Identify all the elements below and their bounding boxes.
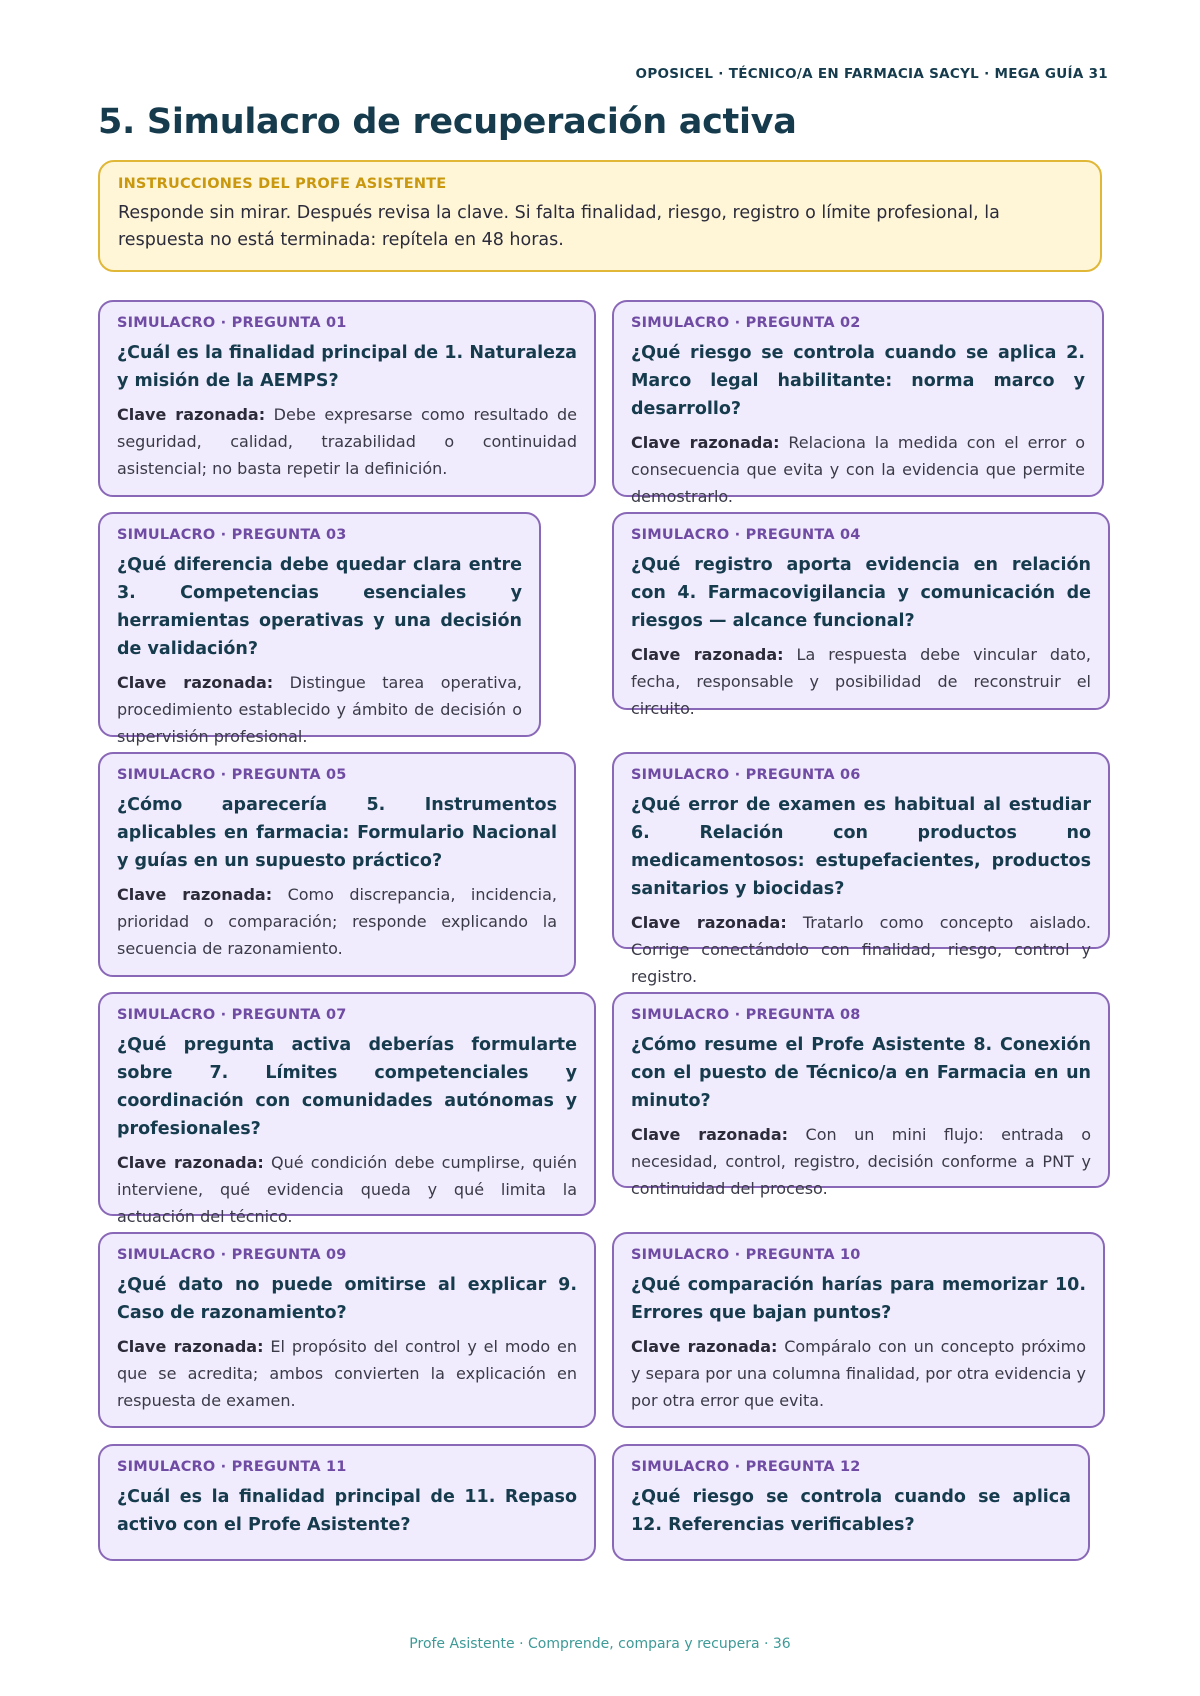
answer-body: Distingue tarea operativa, procedimiento establecido y ámbito de decisión o supervisión profesional. bbox=[117, 673, 522, 746]
question-card-02 bbox=[612, 300, 1104, 506]
answer-text bbox=[117, 401, 577, 482]
question-text: ¿Qué comparación harías para memorizar 10. Errores que bajan puntos? bbox=[631, 1275, 1086, 1323]
answer-key-label: Clave razonada: bbox=[117, 405, 266, 424]
answer-body: Qué condición debe cumplirse, quién interviene, qué evidencia queda y qué limita la actuación del técnico. bbox=[117, 1153, 578, 1226]
question-label: SIMULACRO · PREGUNTA 11 bbox=[117, 1459, 347, 1475]
answer-body: Debe expresarse como resultado de seguridad, calidad, trazabilidad o continuidad asistencial; no basta repetir la definición. bbox=[117, 405, 578, 478]
answer-body: La respuesta debe vincular dato, fecha, responsable y posibilidad de reconstruir el circuito. bbox=[631, 645, 1091, 718]
answer-body: El propósito del control y el modo en que se acredita; ambos convierten la explicación en respuesta de examen. bbox=[117, 1337, 578, 1410]
question-card-10 bbox=[612, 1232, 1105, 1428]
question-card-03 bbox=[98, 512, 541, 746]
answer-key-label: Clave razonada: bbox=[631, 1125, 789, 1144]
question-text: ¿Qué riesgo se controla cuando se aplica 2. Marco legal habilitante: norma marco y desarrollo? bbox=[631, 343, 1085, 419]
instructions-text: Responde sin mirar. Después revisa la clave. Si falta finalidad, riesgo, registro o límite profesional, la respuesta no está terminada: repítela en 48 horas. bbox=[118, 203, 1000, 250]
question-label: SIMULACRO · PREGUNTA 02 bbox=[631, 315, 861, 331]
answer-key-label: Clave razonada: bbox=[117, 1153, 264, 1172]
answer-text bbox=[631, 909, 1091, 990]
answer-text bbox=[631, 429, 1085, 510]
answer-key-label: Clave razonada: bbox=[631, 1337, 778, 1356]
answer-text bbox=[117, 881, 557, 962]
question-text: ¿Qué error de examen es habitual al estudiar 6. Relación con productos no medicamentosos: estupefacientes, productos sanitarios y biocidas? bbox=[631, 795, 1091, 899]
answer-body: Relaciona la medida con el error o consecuencia que evita y con la evidencia que permite demostrarlo. bbox=[631, 433, 1085, 506]
answer-body: Como discrepancia, incidencia, prioridad o comparación; responde explicando la secuencia de razonamiento. bbox=[117, 885, 557, 958]
answer-text bbox=[117, 1149, 577, 1230]
answer-body: Con un mini flujo: entrada o necesidad, control, registro, decisión conforme a PNT y continuidad del proceso. bbox=[631, 1125, 1092, 1198]
answer-key-label: Clave razonada: bbox=[117, 673, 274, 692]
answer-body: Compáralo con un concepto próximo y separa por una columna finalidad, por otra evidencia y por otra error que evita. bbox=[631, 1337, 1086, 1410]
question-label: SIMULACRO · PREGUNTA 09 bbox=[117, 1247, 347, 1263]
question-card-09 bbox=[98, 1232, 596, 1428]
question-text: ¿Cómo resume el Profe Asistente 8. Conexión con el puesto de Técnico/a en Farmacia en un minuto? bbox=[631, 1035, 1091, 1111]
question-label: SIMULACRO · PREGUNTA 08 bbox=[631, 1007, 861, 1023]
answer-text bbox=[631, 1333, 1086, 1414]
question-text: ¿Qué registro aporta evidencia en relación con 4. Farmacovigilancia y comunicación de riesgos — alcance funcional? bbox=[631, 555, 1091, 631]
question-card-07 bbox=[98, 992, 596, 1226]
question-text: ¿Cómo aparecería 5. Instrumentos aplicables en farmacia: Formulario Nacional y guías en un supuesto práctico? bbox=[117, 795, 557, 871]
answer-key-label: Clave razonada: bbox=[631, 433, 780, 452]
question-text: ¿Qué dato no puede omitirse al explicar 9. Caso de razonamiento? bbox=[117, 1275, 577, 1323]
question-card-11 bbox=[98, 1444, 596, 1561]
question-card-06 bbox=[612, 752, 1110, 986]
answer-key-label: Clave razonada: bbox=[631, 645, 784, 664]
answer-text bbox=[631, 641, 1091, 722]
instructions-box bbox=[98, 160, 1102, 272]
question-text: ¿Cuál es la finalidad principal de 11. Repaso activo con el Profe Asistente? bbox=[117, 1487, 577, 1535]
question-text: ¿Qué diferencia debe quedar clara entre 3. Competencias esenciales y herramientas operativas y una decisión de validación? bbox=[117, 555, 522, 659]
answer-text bbox=[631, 1121, 1091, 1202]
question-label: SIMULACRO · PREGUNTA 10 bbox=[631, 1247, 861, 1263]
question-label: SIMULACRO · PREGUNTA 05 bbox=[117, 767, 347, 783]
answer-key-label: Clave razonada: bbox=[117, 885, 273, 904]
question-label: SIMULACRO · PREGUNTA 06 bbox=[631, 767, 861, 783]
page-title: 5. Simulacro de recuperación activa bbox=[98, 102, 797, 142]
answer-text bbox=[117, 1333, 577, 1414]
question-label: SIMULACRO · PREGUNTA 07 bbox=[117, 1007, 347, 1023]
question-label: SIMULACRO · PREGUNTA 12 bbox=[631, 1459, 861, 1475]
question-card-08 bbox=[612, 992, 1110, 1198]
question-label: SIMULACRO · PREGUNTA 04 bbox=[631, 527, 861, 543]
answer-body: Tratarlo como concepto aislado. Corrige conectándolo con finalidad, riesgo, control y registro. bbox=[631, 913, 1091, 986]
question-label: SIMULACRO · PREGUNTA 03 bbox=[117, 527, 347, 543]
question-card-12 bbox=[612, 1444, 1090, 1561]
question-label: SIMULACRO · PREGUNTA 01 bbox=[117, 315, 347, 331]
answer-text bbox=[117, 669, 522, 750]
instructions-label: INSTRUCCIONES DEL PROFE ASISTENTE bbox=[118, 176, 447, 192]
question-text: ¿Qué pregunta activa deberías formularte sobre 7. Límites competenciales y coordinación con comunidades autónomas y profesionales? bbox=[117, 1035, 577, 1139]
running-header: OPOSICEL · TÉCNICO/A EN FARMACIA SACYL · MEGA GUÍA 31 bbox=[635, 66, 1108, 82]
question-text: ¿Cuál es la finalidad principal de 1. Naturaleza y misión de la AEMPS? bbox=[117, 343, 577, 391]
answer-key-label: Clave razonada: bbox=[117, 1337, 264, 1356]
answer-key-label: Clave razonada: bbox=[631, 913, 787, 932]
question-card-04 bbox=[612, 512, 1110, 718]
question-text: ¿Qué riesgo se controla cuando se aplica 12. Referencias verificables? bbox=[631, 1487, 1071, 1535]
question-card-05 bbox=[98, 752, 576, 977]
page-footer: Profe Asistente · Comprende, compara y recupera · 36 bbox=[409, 1636, 791, 1652]
question-card-01 bbox=[98, 300, 596, 497]
